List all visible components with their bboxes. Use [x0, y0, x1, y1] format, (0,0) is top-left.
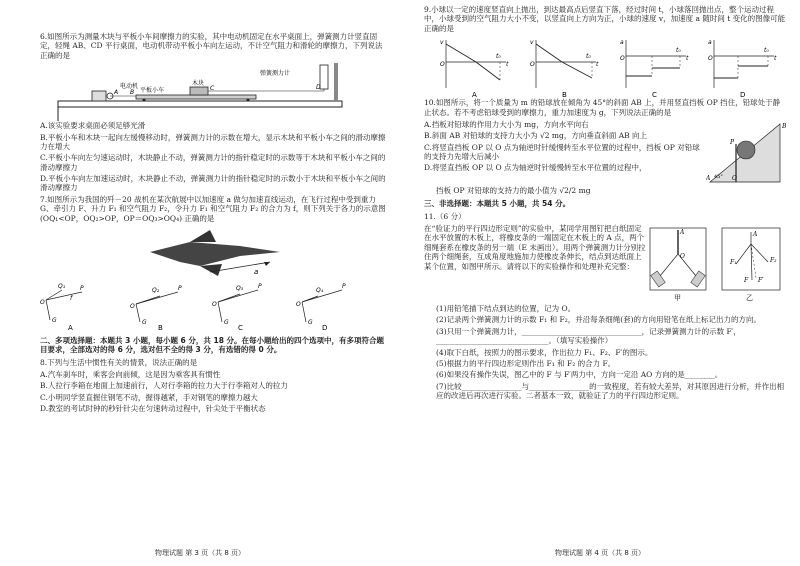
svg-text:t: t [506, 61, 509, 69]
q9-letter-c: C [652, 91, 657, 99]
jet-image [150, 242, 280, 266]
svg-text:O: O [530, 61, 535, 69]
q8-option-d: D.教室的考试时钟的秒针针尖在匀速转动过程中，针尖处于平衡状态 [40, 404, 266, 414]
q11-step-2: (2)记录两个弹簧测力计的示数 F₁ 和 F₂，并沿每条细绳(套)的方向用铅笔在纸上标记出力的方向。 [436, 315, 762, 325]
q8-option-a: A.汽车刹车时，乘客会向前倾，这是因为乘客具有惯性 [40, 370, 221, 379]
svg-text:t: t [596, 61, 599, 69]
q9-graph-d [708, 39, 777, 98]
svg-text:P: P [258, 282, 262, 290]
label-motor: 电动机 [120, 83, 139, 91]
svg-text:v: v [440, 39, 444, 47]
q8-stem: 8.下列与生活中惯性有关的情景，说法正确的是 [40, 357, 198, 367]
motor [92, 91, 106, 101]
q7-jet-figure [40, 226, 380, 278]
q6-option-d: D.平板小车向左加速运动时，木块静止不动，弹簧测力计的指针稳定时的示数小于木块和平板小车之间的滑动摩擦力 [40, 174, 386, 193]
svg-text:O: O [732, 174, 737, 182]
svg-text:Q₁: Q₁ [58, 282, 66, 290]
q11-step-1: (1)用铅笔描下结点到达的位置，记为 O。 [436, 304, 576, 313]
svg-text:G: G [52, 316, 57, 324]
svg-text:D: D [316, 84, 321, 92]
svg-text:B: B [130, 89, 135, 97]
q8-option-c: C.小明同学竖直握住钢笔不动，握得越紧，手对钢笔的摩擦力越大 [40, 392, 258, 402]
option-letter-c: C [238, 323, 243, 332]
svg-text:O: O [620, 55, 625, 63]
svg-text:a: a [620, 39, 624, 47]
q10-option-d-cont: 挡板 OP 对铅球的支持力的最小值为 √2/2 mg [436, 185, 591, 195]
figure-yi [722, 228, 780, 302]
table [58, 101, 342, 107]
q10-option-b: B.斜面 AB 对铅球的支持力大小为 √2 mg，方向垂直斜面 AB 向上 [424, 131, 648, 141]
q11-paragraph: 在“验证力的平行四边形定则”的实验中，某同学用图钉把白纸固定在水平放置的木板上，将橡皮条的一端固定在木板上的 A 点，两个细绳套系在橡皮条的另一端（E 未画出）。用两个弹簧测力计分别拉住两个细绳套，互成角度地施加力使橡皮条伸长，结点到达纸面上某个位置，如图甲所示。请将以下的实验操作和处理补充完整： [424, 224, 646, 271]
svg-text:v: v [530, 39, 534, 47]
q6-option-c: C.平板小车向左匀速运动时，木块静止不动，弹簧测力计的指针稳定时的示数等于木块和平板小车之间的滑动摩擦力 [40, 153, 386, 172]
left-footer: 物理试题 第 3 页（共 8 页） [154, 549, 246, 558]
q7-stem: 7.如图所示为我国的歼－20 战机在某次航展中以加速度 a 做匀加速直线运动，在飞行过程中受到重力 G、牵引力 F、升力 F₁ 和空气阻力 F₂，令升力 F₁ 和空气阻力 F₂ 的合力为 f，则下列关于各力的示意图 (OQ₁<OP，OQ₂>OP，OP＝OQ₃>OQ₄) 正确的是 [40, 194, 386, 223]
option-letter-d: D [322, 323, 328, 332]
label-board: 平板小车 [140, 87, 165, 95]
svg-text:G: G [308, 318, 313, 326]
svg-text:P: P [80, 284, 84, 292]
q6-figure [40, 63, 380, 121]
figure-jia-label: 甲 [674, 294, 681, 302]
svg-text:45°: 45° [714, 173, 723, 180]
q11-step-3: (3)只用一个弹簧测力计，________________________________，记录弹簧测力计的示数 F′，______________________________。（填写实验操作） [436, 326, 741, 346]
q11-step-6: (6)如果没有操作失误，图乙中的 F 与 F′两力中，方向一定沿 AO 方向的是________。 [436, 370, 723, 380]
svg-text:t₀: t₀ [586, 53, 591, 61]
svg-text:O: O [130, 302, 135, 310]
svg-text:G: G [142, 318, 147, 326]
q9-graph-a [440, 39, 509, 98]
q10-option-a: A.挡板对铅球的作用力大小为 mg，方向水平向右 [424, 119, 589, 129]
q7-option-c-diagram [212, 283, 262, 332]
svg-text:t: t [774, 55, 777, 63]
q11-heading: 11.（6 分） [424, 211, 466, 221]
right-footer: 物理试题 第 4 页（共 8 页） [554, 549, 646, 558]
svg-text:A: A [706, 174, 711, 182]
svg-text:t₀: t₀ [676, 47, 681, 55]
q9-letter-a: A [472, 91, 477, 99]
svg-text:O: O [440, 61, 445, 69]
svg-text:B: B [782, 122, 786, 130]
q9-graph-b [530, 39, 599, 98]
q7-option-a-diagram [40, 283, 84, 332]
q9-letter-d: D [740, 91, 746, 99]
q11-step-4: (4)取下白纸，按照力的图示要求，作出拉力 F₁、F₂、F′的图示。 [436, 347, 653, 357]
svg-text:Q₃: Q₃ [236, 284, 244, 292]
q10-stem: 10.如图所示，将一个质量为 m 的铅球放在倾角为 45°的斜面 AB 上，并用竖直挡板 OP 挡住，铅球处于静止状态。若不考虑铅球受到的摩擦力，重力加速度为 g，下列说法正确的是 [424, 98, 781, 117]
svg-text:O: O [680, 253, 685, 260]
svg-text:C: C [210, 85, 215, 93]
section-3-heading: 三、非选择题：本题共 5 小题，共 54 分。 [424, 199, 571, 209]
svg-text:P: P [730, 138, 735, 146]
q10-option-d: D.将竖直挡板 OP 以 O 点为轴逆时针缓慢转至水平位置的过程中， [424, 163, 647, 173]
q8-option-b: B.人拉行李箱在地面上加速前行，人对行李箱的拉力大于行李箱对人的拉力 [40, 381, 288, 391]
q11-step-5: (5)根据力的平行四边形定则作出 F₁ 和 F₂ 的合力 F。 [436, 358, 616, 368]
q9-graph-c [620, 39, 689, 98]
accel-label: a [254, 267, 259, 276]
svg-text:t₀: t₀ [496, 53, 501, 61]
spring-gauge [320, 65, 328, 89]
figure-yi-label: 乙 [746, 294, 753, 302]
svg-text:P: P [178, 284, 182, 292]
svg-text:F₁: F₁ [730, 259, 737, 266]
svg-text:t₀: t₀ [764, 47, 769, 55]
svg-text:f: f [70, 294, 73, 302]
figure-jia [650, 228, 706, 302]
svg-text:A: A [753, 231, 758, 238]
flat-cart [136, 95, 256, 99]
q11-figures [646, 224, 786, 304]
q10-option-c: C.将竖直挡板 OP 以 O 点为轴逆时针缓慢转至水平位置的过程中，挡板 OP 对铅球的支持力先增大后减小 [424, 142, 700, 161]
svg-text:t: t [686, 55, 689, 63]
q6-option-b: B.平板小车和木块一起向左缓慢移动时，弹簧测力计的示数在增大，显示木块和平板小车之间的滑动摩擦力在增大 [40, 132, 386, 151]
svg-text:O: O [212, 300, 217, 308]
svg-text:G: G [224, 318, 229, 326]
svg-text:O: O [296, 300, 301, 308]
svg-text:F₂: F₂ [770, 257, 777, 264]
svg-text:Q₂: Q₂ [152, 286, 160, 294]
svg-text:F′: F′ [758, 277, 764, 284]
svg-text:Q₄: Q₄ [316, 286, 324, 294]
svg-text:O: O [40, 298, 45, 306]
svg-text:a: a [708, 39, 712, 47]
q9-graphs [424, 36, 784, 98]
svg-text:P: P [342, 282, 346, 290]
option-letter-a: A [68, 323, 73, 332]
q9-letter-b: B [562, 91, 567, 99]
svg-text:A: A [680, 229, 685, 236]
section-2-heading: 二、多项选择题：本题共 3 小题，每小题 6 分，共 18 分。在每小题给出的四个选项中，有多项符合题目要求，全部选对的得 6 分，选对但不全的得 3 分，有选错的得 0 分。 [40, 335, 385, 355]
svg-text:F: F [744, 277, 749, 284]
q6-stem: 6.如图所示为测量木块与平板小车间摩擦力的实验，其中电动机固定在水平桌面上，弹簧测力计竖直固定，轻绳 AB、CD 平行桌面，电动机带动平板小车向左运动，不计空气阻力和滑轮的摩擦力，下列说法正确的是 [40, 32, 383, 60]
option-letter-b: B [158, 323, 163, 332]
lead-ball [737, 141, 755, 159]
q11-step-7: (7)比较________________与________________的一致程度，若有较大差异，对其原因进行分析，并作出相应的改进后再次进行实验。二者基本一致，就验证了力的平行四边形定则。 [436, 381, 785, 400]
svg-text:O: O [708, 55, 713, 63]
svg-text:A: A [114, 89, 119, 97]
q7-option-d-diagram [296, 283, 346, 332]
right-page [400, 0, 800, 566]
q6-option-a: A.该实验要求桌面必须足够光滑 [40, 121, 146, 131]
q7-option-b-diagram [130, 285, 182, 332]
wood-block [190, 87, 208, 95]
q10-incline-figure [706, 120, 786, 186]
q9-stem: 9.小球以一定的速度竖直向上抛出，到达最高点后竖直下落，经过时间 t，小球落回抛出点，整个运动过程中，小球受到的空气阻力大小不变，以竖直向上方向为正，小球的速度 v，加速度 a 随时间 t 变化的图像可能正确的是 [424, 5, 786, 33]
q7-options-figure [40, 278, 380, 332]
label-spring: 弹簧测力计 [260, 70, 291, 78]
label-block: 木块 [192, 80, 205, 88]
